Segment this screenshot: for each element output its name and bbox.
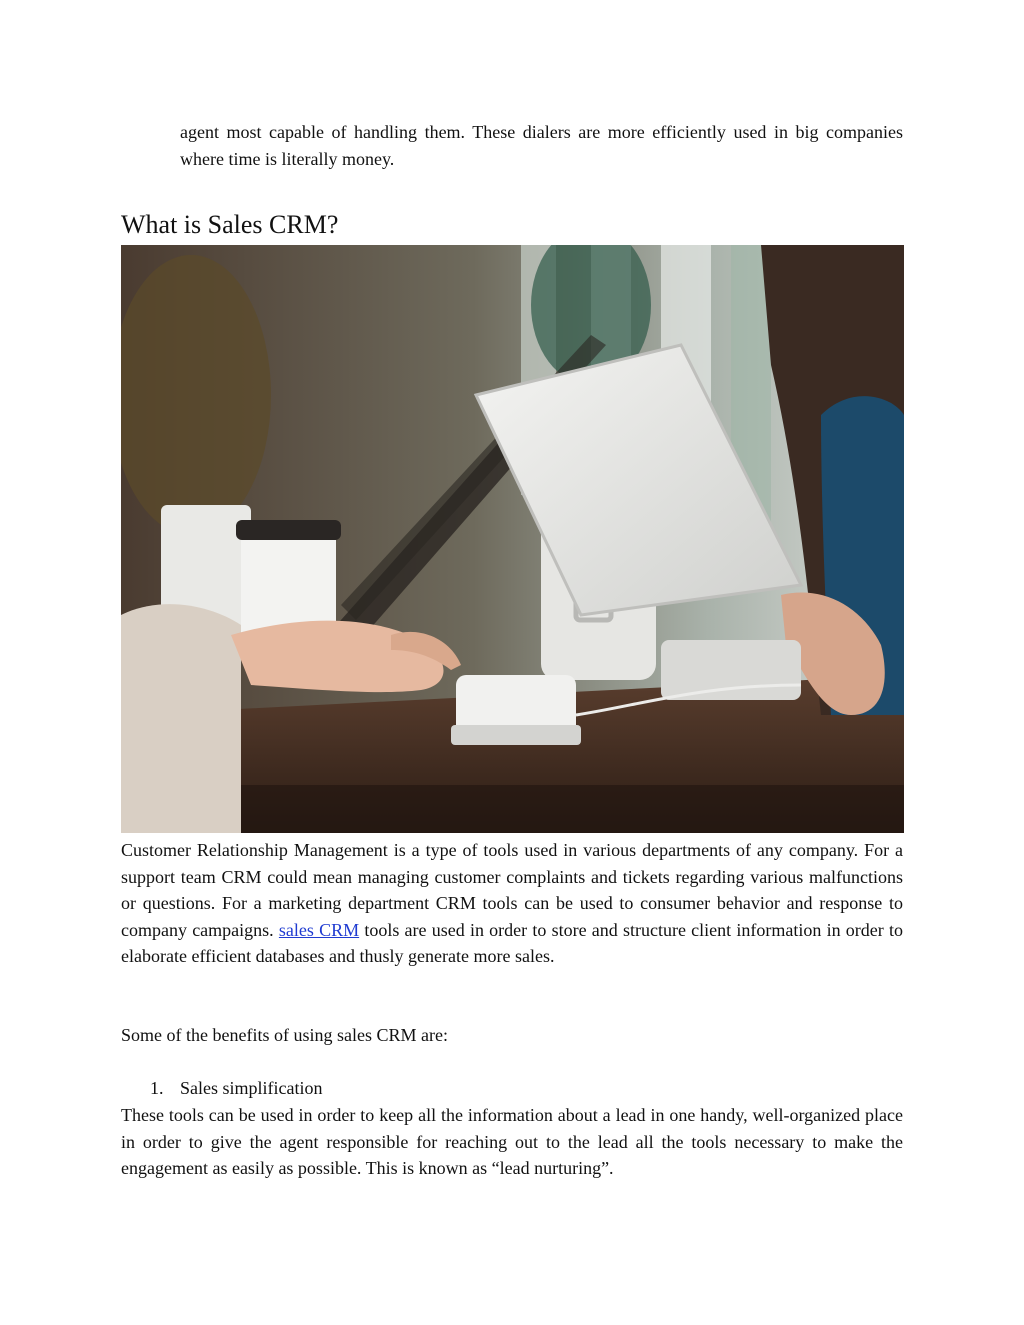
crm-definition-paragraph: [121, 837, 903, 970]
paragraph-text-before-link: Customer Relationship Management is a type of tools used in various departments of any company. For a support team CRM could mean managing customer complaints and tickets regarding various malfunctions or questions. For a marketing department CRM tools can be used to consumer behavior and response to company campaigns.: [121, 840, 903, 940]
intro-paragraph: agent most capable of handling them. These dialers are more efficiently used in big companies where time is literally money.: [180, 122, 903, 169]
sales-crm-link[interactable]: sales CRM: [278, 919, 360, 940]
list-item-label: Sales simplification: [180, 1078, 323, 1098]
paragraph-text-after-link: tools are used in order to store and structure client information in order to elaborate efficient databases and thusly generate more sales.: [121, 919, 903, 967]
sales-simplification-paragraph: These tools can be used in order to keep all the information about a lead in one handy, well-organized place in order to give the agent responsible for reaching out to the lead all the tools necessary to make the engagement as easily as possible. This is known as “lead nurturing”.: [121, 1105, 903, 1179]
benefits-intro-paragraph: Some of the benefits of using sales CRM are:: [121, 1025, 448, 1045]
list-number: 1.: [150, 1078, 164, 1098]
pos-terminal-photo: [121, 245, 904, 833]
list-item: [150, 1075, 322, 1102]
section-heading: What is Sales CRM?: [121, 210, 339, 239]
